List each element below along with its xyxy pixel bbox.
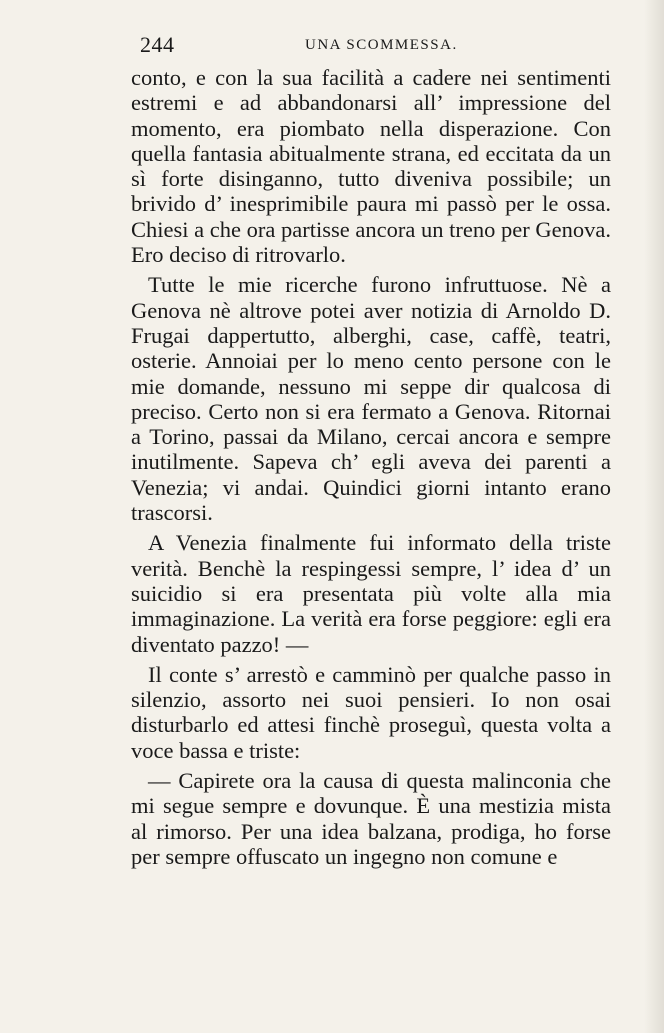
page-header: [140, 32, 605, 58]
page-edge-shadow: [644, 0, 664, 1033]
running-title: UNA SCOMMESSA.: [305, 37, 458, 53]
paragraph-3: A Venezia finalmente fui informato della triste verità. Benchè la respingessi sempre, l’ idea d’ un suicidio si era presentata più volte alla mia immaginazione. La verità era forse peggiore: egli era diventato pazzo! —: [131, 530, 611, 657]
paragraph-1: conto, e con la sua facilità a cadere nei sentimenti estremi e ad abbandonarsi all’ impressione del momento, era piombato nella disperazione. Con quella fantasia abitualmente strana, ed eccitata da un sì forte disinganno, tutto diveniva possibile; un brivido d’ inesprimibile paura mi passò per le ossa. Chiesi a che ora partisse ancora un treno per Genova. Ero deciso di ritrovarlo.: [131, 65, 611, 268]
page-number: 244: [140, 32, 175, 57]
paragraph-4: Il conte s’ arrestò e camminò per qualche passo in silenzio, assorto nei suoi pensieri. Io non osai disturbarlo ed attesi finchè proseguì, questa volta a voce bassa e triste:: [131, 661, 611, 763]
body-text: [131, 65, 611, 874]
paragraph-2: Tutte le mie ricerche furono infruttuose. Nè a Genova nè altrove potei aver notizia di Arnoldo D. Frugai dappertutto, alberghi, case, caffè, teatri, osterie. Annoiai per lo meno cento persone con le mie domande, nessuno mi seppe dir qualcosa di preciso. Certo non si era fermato a Genova. Ritornai a Torino, passai da Milano, cercai ancora e sempre inutilmente. Sapeva ch’ egli aveva dei parenti a Venezia; vi andai. Quindici giorni intanto erano trascorsi.: [131, 272, 611, 526]
paragraph-5: — Capirete ora la causa di questa malinconia che mi segue sempre e dovunque. È una mestizia mista al rimorso. Per una idea balzana, prodiga, ho forse per sempre offuscato un ingegno non comune e: [131, 768, 611, 869]
